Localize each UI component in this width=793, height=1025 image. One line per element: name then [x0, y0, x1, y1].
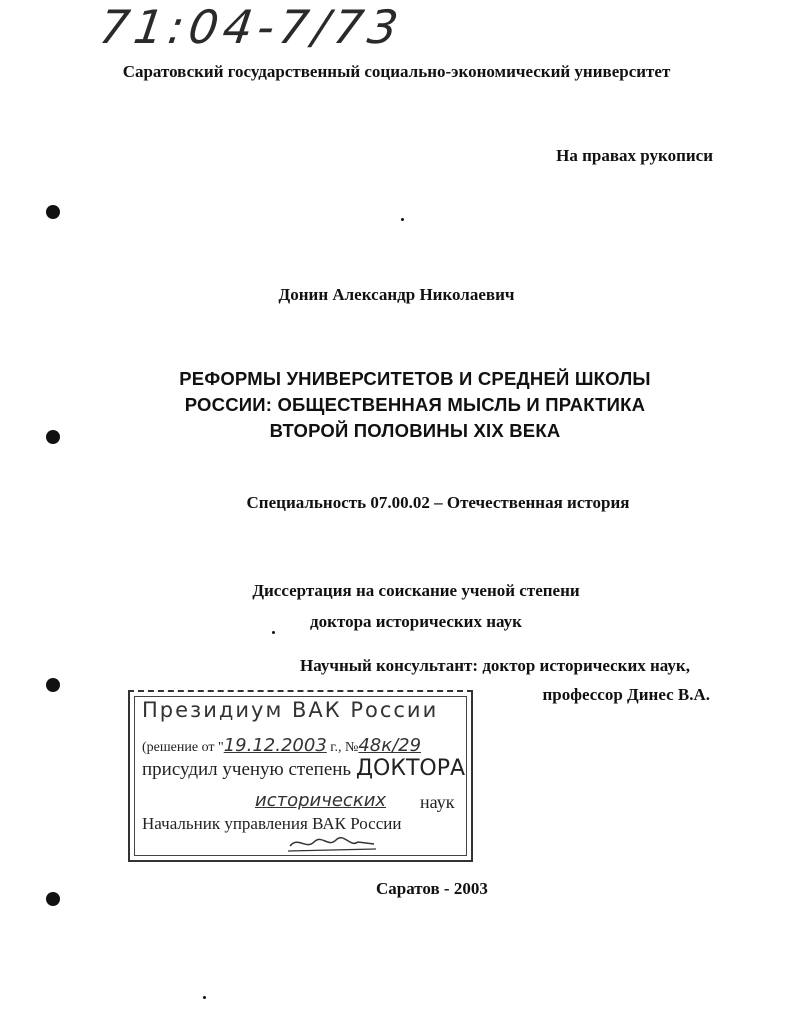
scan-mark-dot	[46, 430, 60, 444]
scan-speck	[272, 631, 275, 634]
degree-line-2: доктора исторических наук	[310, 612, 522, 631]
stamp-decision-prefix: (решение от "	[142, 740, 224, 755]
scan-mark-dot	[46, 205, 60, 219]
stamp-awarded-prefix: присудил ученую степень	[142, 759, 356, 780]
university-name: Саратовский государственный социально-экономический университет	[122, 62, 671, 81]
scientific-consultant: Научный консультант: доктор исторических наук,	[300, 656, 690, 675]
stamp-field-handwritten: исторических	[255, 790, 387, 811]
scan-mark-dot	[46, 678, 60, 692]
stamp-awarded-degree: ДОКТОРА	[355, 756, 466, 781]
title-line-1: РЕФОРМЫ УНИВЕРСИТЕТОВ И СРЕДНЕЙ ШКОЛЫ	[179, 368, 651, 389]
vak-stamp	[128, 690, 473, 862]
consultant-name: профессор Динес В.А.	[542, 685, 710, 704]
stamp-decision	[142, 735, 421, 756]
stamp-decision-number: 48к/29	[358, 735, 422, 756]
scan-speck	[203, 996, 206, 999]
stamp-field-suffix: наук	[420, 792, 455, 812]
stamp-decision-mid: г., №	[326, 740, 359, 755]
stamp-awarded	[142, 756, 465, 781]
signature-icon	[288, 834, 378, 852]
scan-mark-dot	[46, 892, 60, 906]
degree-line-1: Диссертация на соискание ученой степени	[252, 581, 580, 600]
city-and-year: Саратов - 2003	[376, 879, 488, 898]
scan-speck	[401, 218, 404, 221]
dissertation-degree	[0, 575, 793, 637]
title-line-2: РОССИИ: ОБЩЕСТВЕННАЯ МЫСЛЬ И ПРАКТИКА	[184, 394, 646, 415]
archive-code: 71:04-7/73	[96, 0, 407, 54]
title-line-3: ВТОРОЙ ПОЛОВИНЫ XIX ВЕКА	[269, 420, 561, 441]
stamp-chief: Начальник управления ВАК России	[142, 814, 402, 833]
stamp-header: Президиум ВАК России	[142, 698, 439, 722]
stamp-decision-date: 19.12.2003	[223, 735, 327, 756]
manuscript-rights-note: На правах рукописи	[556, 146, 713, 165]
dissertation-title	[120, 366, 710, 444]
author-name: Донин Александр Николаевич	[278, 285, 515, 304]
specialty: Специальность 07.00.02 – Отечественная история	[246, 493, 630, 512]
